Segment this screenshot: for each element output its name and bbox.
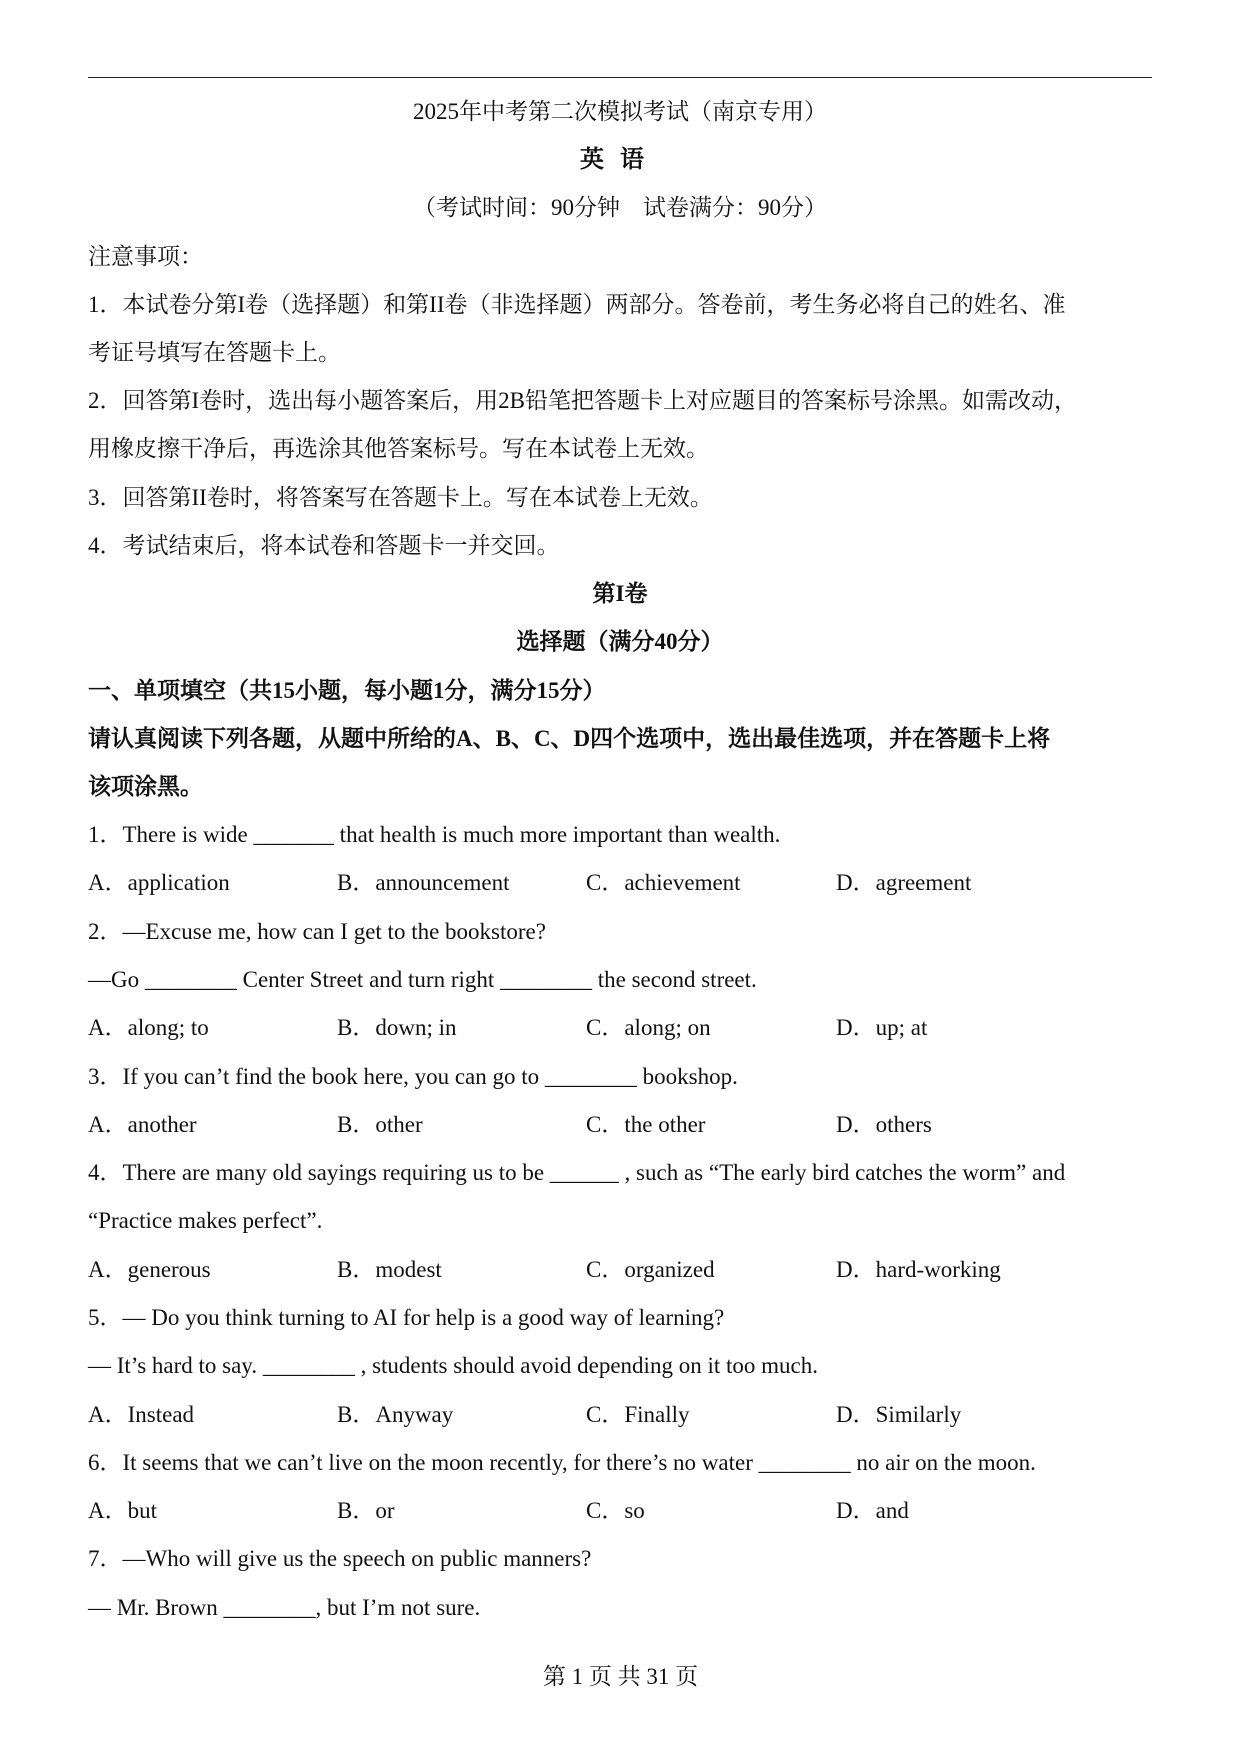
notes-line: 4．考试结束后，将本试卷和答题卡一并交回。 [88,533,560,558]
header-rule [88,77,1152,78]
option-b: B．or [337,1498,395,1523]
section-heading: 一、单项填空（共15小题，每小题1分，满分15分） [88,678,606,703]
question-2-stem: 2．—Excuse me, how can I get to the bookstore? [88,919,546,944]
question-3-options [88,1110,1152,1140]
option-d: D．up; at [836,1015,928,1040]
notes-line: 考证号填写在答题卡上。 [88,340,341,365]
question-1-stem: 1．There is wide _______ that health is much more important than wealth. [88,822,781,847]
page-footer [0,1662,1241,1692]
page-number: 第 1 页 共 31 页 [542,1664,699,1689]
option-d: D．and [836,1498,909,1523]
option-c: C．along; on [586,1015,711,1040]
instruction-line: 该项涂黑。 [88,774,203,799]
question-5-stem: — It’s hard to say. ________ , students should avoid depending on it too much. [88,1353,818,1378]
question-6-options [88,1496,1152,1526]
notes-line: 3．回答第II卷时，将答案写在答题卡上。写在本试卷上无效。 [88,485,713,510]
option-c: C．the other [586,1112,706,1137]
exam-title: 2025年中考第二次模拟考试（南京专用） [413,99,827,124]
question-2-stem: —Go ________ Center Street and turn right ________ the second street. [88,967,757,992]
option-d: D．hard-working [836,1257,1001,1282]
question-5-options [88,1400,1152,1430]
option-b: B．modest [337,1257,442,1282]
question-3-stem: 3．If you can’t find the book here, you can go to ________ bookshop. [88,1064,738,1089]
question-2-options [88,1013,1152,1043]
option-a: A．generous [88,1257,211,1282]
question-4-options [88,1255,1152,1285]
option-d: D．Similarly [836,1402,962,1427]
option-a: A．along; to [88,1015,209,1040]
question-7-stem: — Mr. Brown ________, but I’m not sure. [88,1595,481,1620]
option-c: C．Finally [586,1402,690,1427]
question-7-stem: 7．—Who will give us the speech on public manners? [88,1546,592,1571]
subject-title: 英语 [580,147,660,173]
notes-heading: 注意事项： [88,244,203,269]
option-b: B．announcement [337,870,510,895]
notes-line: 1．本试卷分第I卷（选择题）和第II卷（非选择题）两部分。答卷前，考生务必将自己的姓名、准 [88,292,1066,317]
option-c: C．achievement [586,870,741,895]
option-a: A．but [88,1498,157,1523]
option-c: C．organized [586,1257,715,1282]
notes-line: 用橡皮擦干净后，再选涂其他答案标号。写在本试卷上无效。 [88,436,709,461]
question-4-stem: “Practice makes perfect”. [88,1208,323,1233]
question-6-stem: 6．It seems that we can’t live on the moon recently, for there’s no water ________ no air on the moon. [88,1450,1036,1475]
option-b: B．other [337,1112,423,1137]
option-a: A．another [88,1112,197,1137]
question-4-stem: 4．There are many old sayings requiring us to be ______ , such as “The early bird catches the worm” and [88,1160,1066,1185]
option-a: A．application [88,870,230,895]
option-d: D．others [836,1112,932,1137]
instruction-line: 请认真阅读下列各题，从题中所给的A、B、C、D四个选项中，选出最佳选项，并在答题卡上将 [88,726,1051,751]
option-a: A．Instead [88,1402,195,1427]
exam-info: （考试时间：90分钟 试卷满分：90分） [413,195,827,220]
question-5-stem: 5．— Do you think turning to AI for help is a good way of learning? [88,1305,725,1330]
option-c: C．so [586,1498,645,1523]
part-subtitle: 选择题（满分40分） [516,629,724,654]
part-title: 第I卷 [592,581,648,606]
option-b: B．Anyway [337,1402,454,1427]
option-b: B．down; in [337,1015,457,1040]
option-d: D．agreement [836,870,972,895]
question-1-options [88,868,1152,898]
notes-line: 2．回答第I卷时，选出每小题答案后，用2B铅笔把答题卡上对应题目的答案标号涂黑。如需改动， [88,388,1077,413]
